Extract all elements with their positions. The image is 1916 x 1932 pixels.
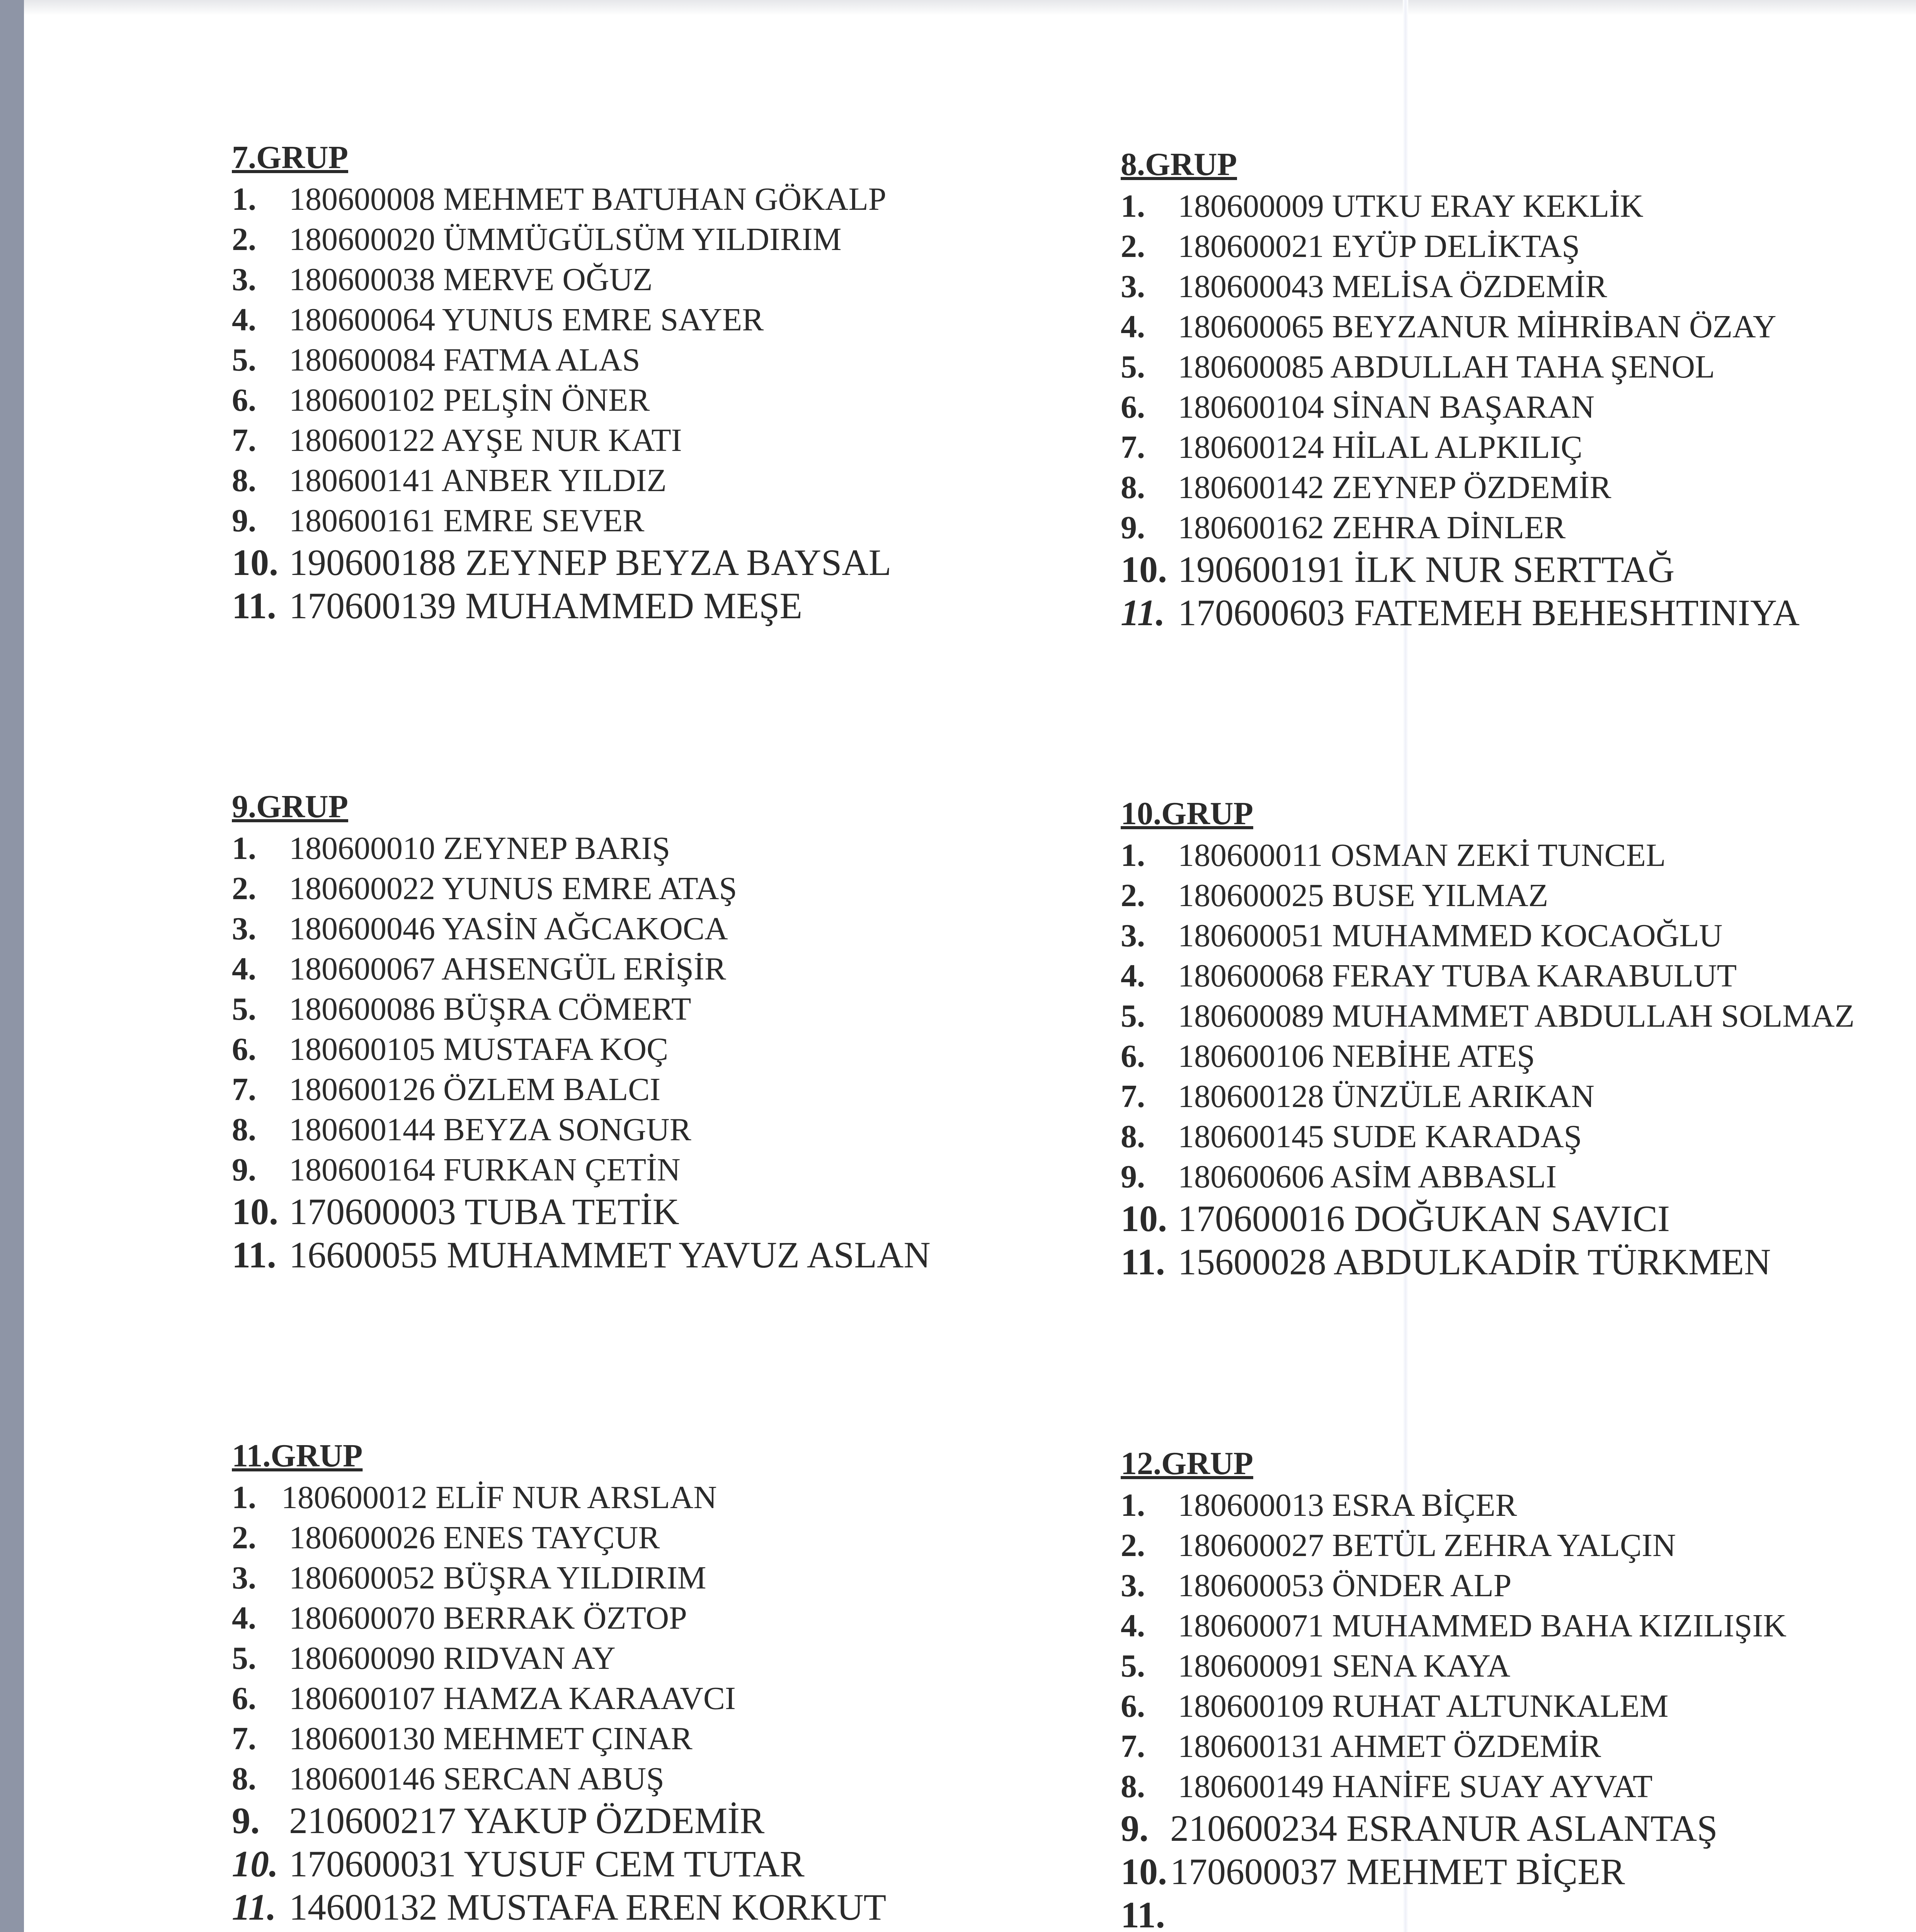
list-item [232,1478,1159,1518]
student-entry: 180600026 ENES TAYÇUR [289,1520,660,1556]
item-number: 10. [1121,1851,1167,1892]
item-number: 8. [232,1112,256,1148]
item-number: 10. [1121,549,1167,590]
list-item [1121,186,1916,226]
item-number: 10. [232,1843,278,1884]
student-entry: 180600010 ZEYNEP BARIŞ [289,830,670,866]
student-entry: 180600053 ÖNDER ALP [1178,1568,1512,1604]
item-number: 6. [1121,389,1145,425]
student-entry: 180600161 EMRE SEVER [289,503,645,539]
item-number: 11. [1121,1894,1165,1932]
student-entry: 180600142 ZEYNEP ÖZDEMİR [1178,469,1611,505]
student-entry: 180600064 YUNUS EMRE SAYER [289,302,764,338]
student-entry: 210600217 YAKUP ÖZDEMİR [289,1800,765,1841]
student-entry: 180600071 MUHAMMED BAHA KIZILIŞIK [1178,1608,1787,1644]
student-entry: 180600012 ELİF NUR ARSLAN [281,1480,717,1515]
list-item [1121,1726,1916,1767]
item-number: 7. [232,422,256,458]
item-number: 9. [1121,1808,1149,1849]
student-entry: 170600139 MUHAMMED MEŞE [289,585,803,626]
list-item [1121,956,1909,996]
item-number: 1. [232,1480,256,1515]
student-entry: 210600234 ESRANUR ASLANTAŞ [1170,1808,1718,1849]
list-item [1121,1850,1916,1893]
item-number: 9. [232,503,256,539]
item-number: 5. [232,991,256,1027]
student-entry: 16600055 MUHAMMET YAVUZ ASLAN [289,1234,931,1276]
item-number: 6. [1121,1688,1145,1724]
item-number: 3. [1121,269,1145,304]
student-entry: 180600146 SERCAN ABUŞ [289,1761,664,1797]
item-number: 10. [232,542,278,583]
student-entry: 15600028 ABDULKADİR TÜRKMEN [1178,1241,1771,1282]
student-entry: 180600104 SİNAN BAŞARAN [1178,389,1595,425]
item-number: 5. [232,1640,256,1676]
student-entry: 180600086 BÜŞRA CÖMERT [289,991,691,1027]
item-number: 2. [232,871,256,906]
group-title: 8.GRUP [1121,146,1237,182]
student-entry: 180600107 HAMZA KARAAVCI [289,1680,736,1716]
list-item [1121,1240,1909,1284]
item-number: 9. [232,1800,260,1841]
student-entry: 180600130 MEHMET ÇINAR [289,1721,693,1757]
list-item [232,1638,1159,1679]
group-9 [232,788,1159,1277]
student-entry: 180600126 ÖZLEM BALCI [289,1071,661,1107]
student-entry: 180600109 RUHAT ALTUNKALEM [1178,1688,1669,1724]
list-item [1121,1807,1916,1850]
list-item [232,219,1159,260]
student-entry: 180600021 EYÜP DELİKTAŞ [1178,228,1580,264]
list-item [1121,347,1916,387]
list-item [232,1679,1159,1719]
item-number: 2. [1121,878,1145,913]
list-item [232,584,1159,628]
list-item [1121,1197,1909,1240]
item-number: 3. [232,911,256,947]
group-title: 7.GRUP [232,139,348,175]
student-entry: 180600051 MUHAMMED KOCAOĞLU [1178,918,1723,954]
student-entry: 190600191 İLK NUR SERTTAĞ [1178,549,1675,590]
list-item [232,1598,1159,1638]
student-entry: 180600141 ANBER YILDIZ [289,463,667,498]
group-12 [1121,1445,1916,1932]
item-number: 11. [232,1234,276,1276]
list-item [232,541,1159,584]
item-number: 1. [1121,837,1145,873]
list-item [232,1110,1159,1150]
list-item [232,1759,1159,1799]
item-number: 4. [232,951,256,987]
list-item [1121,876,1909,916]
list-item [1121,307,1916,347]
item-number: 7. [232,1071,256,1107]
item-number: 1. [1121,1487,1145,1523]
item-number: 9. [1121,1159,1145,1195]
student-entry: 170600003 TUBA TETİK [289,1191,679,1232]
student-entry: 180600106 NEBİHE ATEŞ [1178,1038,1535,1074]
student-entry: 180600065 BEYZANUR MİHRİBAN ÖZAY [1178,309,1776,345]
list-item [1121,835,1909,876]
list-item [232,1070,1159,1110]
item-number: 11. [232,1886,276,1928]
list-item [1121,427,1916,468]
student-entry: 180600020 ÜMMÜGÜLSÜM YILDIRIM [289,221,842,257]
student-entry: 180600131 AHMET ÖZDEMİR [1178,1728,1601,1764]
list-item [1121,1157,1909,1197]
item-number: 6. [232,382,256,418]
list-item [1121,1646,1916,1686]
list-item [1121,916,1909,956]
item-number: 7. [232,1721,256,1757]
item-number: 2. [232,221,256,257]
item-number: 4. [232,1600,256,1636]
list-item [232,1150,1159,1190]
student-entry: 14600132 MUSTAFA EREN KORKUT [289,1886,887,1928]
student-entry: 180600013 ESRA BİÇER [1178,1487,1517,1523]
item-number: 7. [1121,429,1145,465]
student-entry: 180600128 ÜNZÜLE ARIKAN [1178,1078,1594,1114]
item-number: 1. [232,830,256,866]
list-item [232,989,1159,1029]
student-entry: 180600025 BUSE YILMAZ [1178,878,1548,913]
student-entry: 170600016 DOĞUKAN SAVICI [1178,1198,1670,1239]
group-title: 11.GRUP [232,1438,363,1474]
list-item [1121,1036,1909,1077]
list-item [232,1719,1159,1759]
list-item [232,1558,1159,1598]
list-item [232,1233,1159,1277]
item-number: 8. [1121,469,1145,505]
item-number: 4. [1121,1608,1145,1644]
group-title: 10.GRUP [1121,796,1253,832]
student-entry: 180600011 OSMAN ZEKİ TUNCEL [1178,837,1666,873]
item-number: 3. [232,1560,256,1596]
item-number: 8. [232,1761,256,1797]
student-entry: 180600046 YASİN AĞCAKOCA [289,911,728,947]
item-number: 1. [1121,188,1145,224]
item-number: 11. [232,585,276,626]
item-number: 7. [1121,1078,1145,1114]
student-entry: 180600091 SENA KAYA [1178,1648,1511,1684]
group-7 [232,139,1159,628]
item-number: 6. [232,1680,256,1716]
student-entry: 180600068 FERAY TUBA KARABULUT [1178,958,1737,994]
list-item [1121,1606,1916,1646]
list-item [1121,468,1916,508]
list-item [232,1886,1159,1929]
list-item [232,340,1159,380]
item-number: 5. [1121,998,1145,1034]
list-item [1121,1893,1916,1932]
list-item [232,949,1159,989]
item-number: 11. [1121,1241,1165,1282]
item-number: 3. [1121,918,1145,954]
list-item [1121,1077,1909,1117]
item-number: 7. [1121,1728,1145,1764]
student-entry: 180600122 AYŞE NUR KATI [289,422,682,458]
student-entry: 180600090 RIDVAN AY [289,1640,616,1676]
student-entry: 180600089 MUHAMMET ABDULLAH SOLMAZ [1178,998,1855,1034]
student-entry: 180600027 BETÜL ZEHRA YALÇIN [1178,1527,1676,1563]
list-item [1121,1767,1916,1807]
list-item [232,501,1159,541]
student-entry: 180600022 YUNUS EMRE ATAŞ [289,871,737,906]
student-entry: 180600164 FURKAN ÇETİN [289,1152,681,1188]
item-number: 6. [232,1031,256,1067]
item-number: 5. [1121,349,1145,385]
group-title: 12.GRUP [1121,1446,1253,1481]
student-entry: 180600144 BEYZA SONGUR [289,1112,691,1148]
list-item [1121,267,1916,307]
list-item [232,869,1159,909]
list-item [232,1029,1159,1070]
list-item [1121,1526,1916,1566]
item-number: 2. [1121,228,1145,264]
item-number: 4. [1121,309,1145,345]
student-entry: 170600603 FATEMEH BEHESHTINIYA [1178,592,1800,633]
list-item [1121,387,1916,427]
student-entry: 180600124 HİLAL ALPKILIÇ [1178,429,1582,465]
item-number: 8. [232,463,256,498]
list-item [1121,1566,1916,1606]
list-item [1121,548,1916,591]
student-entry: 190600188 ZEYNEP BEYZA BAYSAL [289,542,892,583]
student-entry: 180600009 UTKU ERAY KEKLİK [1178,188,1644,224]
student-entry: 170600031 YUSUF CEM TUTAR [289,1843,805,1884]
list-item [1121,591,1916,634]
item-number: 3. [232,262,256,298]
group-11 [232,1437,1159,1929]
item-number: 4. [232,302,256,338]
student-entry: 180600145 SUDE KARADAŞ [1178,1119,1582,1155]
list-item [232,300,1159,340]
list-item [232,260,1159,300]
item-number: 5. [1121,1648,1145,1684]
student-entry: 180600052 BÜŞRA YILDIRIM [289,1560,706,1596]
list-item [232,179,1159,219]
list-item [232,461,1159,501]
item-number: 4. [1121,958,1145,994]
item-number: 8. [1121,1119,1145,1155]
scan-top-shade [0,0,1916,15]
group-title: 9.GRUP [232,789,348,825]
item-number: 2. [232,1520,256,1556]
item-number: 3. [1121,1568,1145,1604]
student-entry: 180600606 ASİM ABBASLI [1178,1159,1557,1195]
item-number: 6. [1121,1038,1145,1074]
student-entry: 180600043 MELİSA ÖZDEMİR [1178,269,1607,304]
list-item [232,1190,1159,1233]
item-number: 1. [232,181,256,217]
item-number: 11. [1121,592,1165,633]
student-entry: 180600105 MUSTAFA KOÇ [289,1031,669,1067]
list-item [232,380,1159,420]
list-item [232,828,1159,869]
list-item [1121,508,1916,548]
list-item [1121,1485,1916,1526]
item-number: 5. [232,342,256,378]
item-number: 9. [232,1152,256,1188]
item-number: 9. [1121,510,1145,546]
student-entry: 180600085 ABDULLAH TAHA ŞENOL [1178,349,1715,385]
list-item [1121,996,1909,1036]
group-8 [1121,146,1916,634]
student-entry: 180600038 MERVE OĞUZ [289,262,653,298]
list-item [1121,1117,1909,1157]
list-item [1121,1686,1916,1726]
item-number: 10. [1121,1198,1167,1239]
student-entry: 170600037 MEHMET BİÇER [1170,1851,1625,1892]
scan-left-edge [0,0,24,1932]
list-item [232,420,1159,461]
item-number: 10. [232,1191,278,1232]
list-item [232,1518,1159,1558]
list-item [232,1799,1159,1842]
item-number: 8. [1121,1769,1145,1804]
student-entry: 180600162 ZEHRA DİNLER [1178,510,1566,546]
list-item [232,909,1159,949]
student-entry: 180600067 AHSENGÜL ERİŞİR [289,951,726,987]
student-entry: 180600008 MEHMET BATUHAN GÖKALP [289,181,887,217]
item-number: 2. [1121,1527,1145,1563]
student-entry: 180600070 BERRAK ÖZTOP [289,1600,687,1636]
student-entry: 180600102 PELŞİN ÖNER [289,382,650,418]
list-item [232,1842,1159,1886]
list-item [1121,226,1916,267]
group-10 [1121,795,1909,1284]
student-entry: 180600149 HANİFE SUAY AYVAT [1178,1769,1653,1804]
student-entry: 180600084 FATMA ALAS [289,342,640,378]
